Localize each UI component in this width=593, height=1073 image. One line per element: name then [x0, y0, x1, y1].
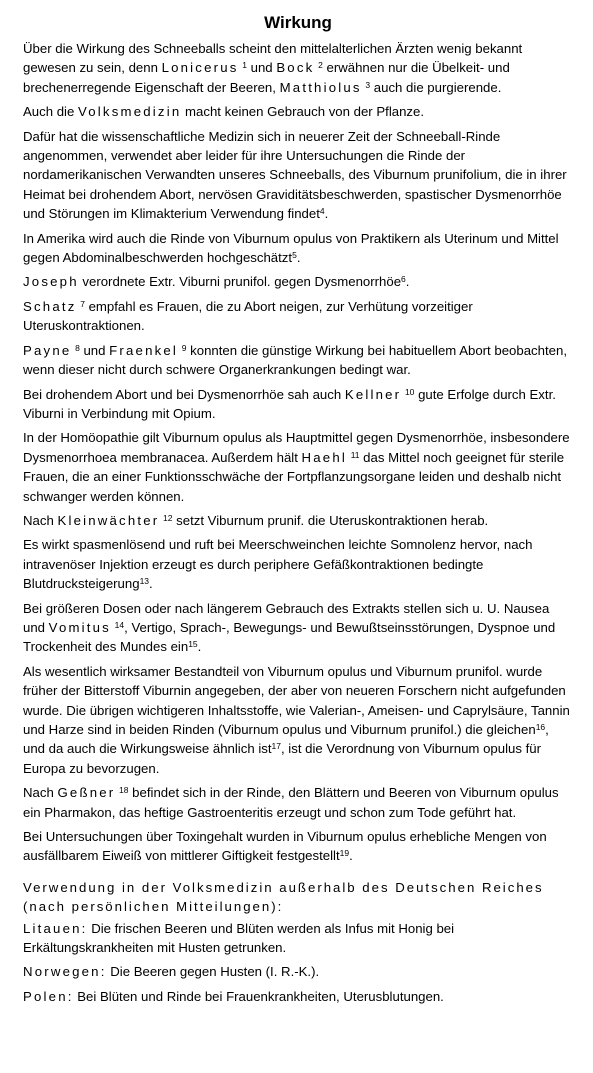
author-name: Schatz [23, 298, 77, 314]
author-name: Haehl [301, 449, 348, 465]
text-run: und [246, 60, 277, 76]
country-entry [23, 919, 573, 958]
body-paragraph [23, 783, 573, 822]
text-run: setzt Viburnum prunif. die Uteruskontraktionen herab. [172, 512, 489, 528]
text-run: . [149, 576, 153, 592]
body-paragraph [23, 428, 573, 506]
text-run: das Mittel noch geeignet für sterile Frauen, die an einer Funktionsschwäche der Fortpflanzungsorgane leiden und deshalb nicht schwanger werden können. [23, 449, 565, 504]
text-run: In der Homöopathie gilt Viburnum opulus als Hauptmittel gegen Dysmenorrhöe, insbesondere Dysmenorrhoea membranacea. Außerdem hält [23, 430, 570, 465]
author-name: Fraenkel [109, 342, 179, 358]
text-run: auch die purgierende. [370, 79, 502, 95]
text-run: Auch die [23, 104, 78, 120]
text-run: . [324, 206, 329, 222]
footnote-ref: 7 [80, 298, 85, 309]
body-paragraph [23, 827, 573, 866]
author-name: Kellner [344, 386, 402, 402]
body-paragraph [23, 662, 573, 778]
text-run: , und da auch die Wirkungsweise ähnlich ist [23, 722, 549, 757]
body-paragraph [23, 229, 573, 268]
text-run: . [405, 274, 410, 290]
author-name: Vomitus [48, 619, 111, 635]
country-name: Norwegen: [23, 964, 107, 980]
footnote-ref: 2 [318, 60, 323, 71]
footnote-ref: 19 [339, 848, 350, 859]
text-run: Über die Wirkung des Schneeballs scheint den mittelalterlichen Ärzten wenig bekannt gewesen zu sein, denn [23, 41, 523, 76]
author-name: Volksmedizin [78, 104, 182, 120]
footnote-ref: 10 [404, 386, 415, 397]
footnote-ref: 4 [319, 206, 325, 217]
country-list [23, 919, 573, 1007]
country-name: Polen: [23, 988, 74, 1004]
text-run: . [197, 639, 202, 655]
body-paragraph [23, 341, 573, 380]
footnote-ref: 17 [271, 741, 281, 752]
page-title: Wirkung [264, 13, 332, 32]
text-run: Bei Untersuchungen über Toxingehalt wurden in Viburnum opulus erhebliche Mengen von ausfällbarem Eiweiß von mittlerer Giftigkeit festgestellt [23, 829, 547, 864]
body-paragraph [23, 385, 573, 424]
text-run: Nach [23, 512, 58, 528]
author-name: Matthiolus [279, 79, 362, 95]
footnote-ref: 12 [163, 512, 173, 523]
body-paragraph [23, 39, 573, 97]
section-heading: Verwendung in der Volksmedizin außerhalb des Deutschen Reiches (nach persönlichen Mitteilungen): [23, 879, 544, 915]
text-run: verordnete Extr. Viburni prunifol. gegen Dysmenorrhöe [78, 274, 402, 290]
text-run: In Amerika wird auch die Rinde von Viburnum opulus von Praktikern als Uterinum und Mittel gegen Abdominalbeschwerden hochgeschätzt [23, 230, 559, 266]
article-body [23, 39, 573, 866]
country-text: Die frischen Beeren und Blüten werden als Infus mit Honig bei Erkältungskrankheiten mit Husten getrunken. [23, 920, 455, 956]
footnote-ref: 3 [365, 79, 371, 90]
text-run: gute Erfolge durch Extr. Viburni in Verbindung mit Opium. [23, 386, 556, 421]
footnote-ref: 8 [75, 342, 80, 353]
footnote-ref: 9 [181, 342, 187, 353]
text-run: und [79, 342, 110, 358]
author-name: Payne [23, 342, 72, 358]
body-paragraph [23, 535, 573, 593]
body-paragraph [23, 599, 573, 657]
author-name: Kleinwächter [57, 512, 160, 528]
text-run: Es wirkt spasmenlösend und ruft bei Meerschweinchen leichte Somnolenz hervor, nach intravenöser Injektion erzeugt es durch periphere Gefäßkontraktionen bedingte Blutdrucksteigerung [23, 537, 533, 592]
footnote-ref: 13 [139, 576, 150, 587]
footnote-ref: 1 [242, 60, 247, 71]
text-run: erwähnen nur die Übelkeit- und brechenerregende Eigenschaft der Beeren, [23, 60, 510, 95]
text-run: , ist die Verordnung von Viburnum opulus für Europa zu bevorzugen. [23, 741, 541, 776]
footnote-ref: 5 [292, 250, 297, 261]
text-run: Als wesentlich wirksamer Bestandteil von Viburnum opulus und Viburnum prunifol. wurde früher der Bitterstoff Viburnin angegeben, der aber von neueren Forschern nicht aufgefunden wurde. Die übrigen wichtigeren Inhaltsstoffe, wie Valerian-, Ameisen- und Caprylsäure, Tannin und Harze sind in beiden Rinden (Viburnum opulus und Viburnum prunifol.) die gleichen [23, 663, 570, 737]
body-paragraph [23, 127, 573, 224]
body-paragraph [23, 272, 573, 291]
footnote-ref: 16 [535, 722, 546, 732]
text-run: befindet sich in der Rinde, den Blättern und Beeren von Viburnum opulus ein Pharmakon, das heftige Gastroenteritis erzeugt und schon zum Tode geführt hat. [23, 785, 559, 820]
author-name: Geßner [57, 785, 116, 801]
footnote-ref: 15 [188, 639, 198, 650]
text-run: konnten die günstige Wirkung bei habituellem Abort beobachten, wenn dieser nicht durch schwere Organerkrankungen bedingt war. [23, 342, 567, 378]
body-paragraph [23, 297, 573, 336]
country-name: Litauen: [23, 920, 88, 936]
text-run: Bei drohendem Abort und bei Dysmenorrhöe sah auch [23, 386, 345, 402]
author-name: Bock [276, 60, 315, 76]
footnote-ref: 11 [350, 449, 360, 460]
author-name: Joseph [23, 274, 79, 290]
text-run: macht keinen Gebrauch von der Pflanze. [181, 104, 425, 120]
text-run: Nach [23, 785, 58, 801]
country-text: Die Beeren gegen Husten (I. R.-K.). [106, 964, 320, 980]
country-text: Bei Blüten und Rinde bei Frauenkrankheiten, Uterusblutungen. [73, 988, 444, 1004]
text-run: , Vertigo, Sprach-, Bewegungs- und Bewußtseinsstörungen, Dyspnoe und Trockenheit des Mundes ein [23, 619, 556, 655]
footnote-ref: 14 [114, 619, 125, 630]
text-run: Dafür hat die wissenschaftliche Medizin sich in neuerer Zeit der Schneeball-Rinde angenommen, verwendet aber leider für ihre Untersuchungen die Rinde der nordamerikanischen Verwandten unseres Schneeballs, des Viburnum prunifolium, die in ihrer Heimat bei drohendem Abort, nervösen Graviditätsbeschwerden, spastischer Dysmenorrhöe und Störungen im Klimakterium Verwendung findet [23, 128, 567, 222]
text-run: empfahl es Frauen, die zu Abort neigen, zur Verhütung vorzeitiger Uteruskontraktionen. [23, 298, 473, 334]
body-paragraph [23, 102, 573, 121]
author-name: Lonicerus [161, 60, 239, 76]
text-run: . [296, 250, 301, 266]
text-run: . [349, 848, 353, 864]
body-paragraph [23, 511, 573, 530]
country-entry [23, 987, 573, 1006]
footnote-ref: 18 [119, 785, 129, 796]
footnote-ref: 6 [401, 274, 406, 285]
country-entry [23, 962, 573, 981]
text-run: Bei größeren Dosen oder nach längerem Gebrauch des Extrakts stellen sich u. U. Nausea und [23, 600, 550, 635]
